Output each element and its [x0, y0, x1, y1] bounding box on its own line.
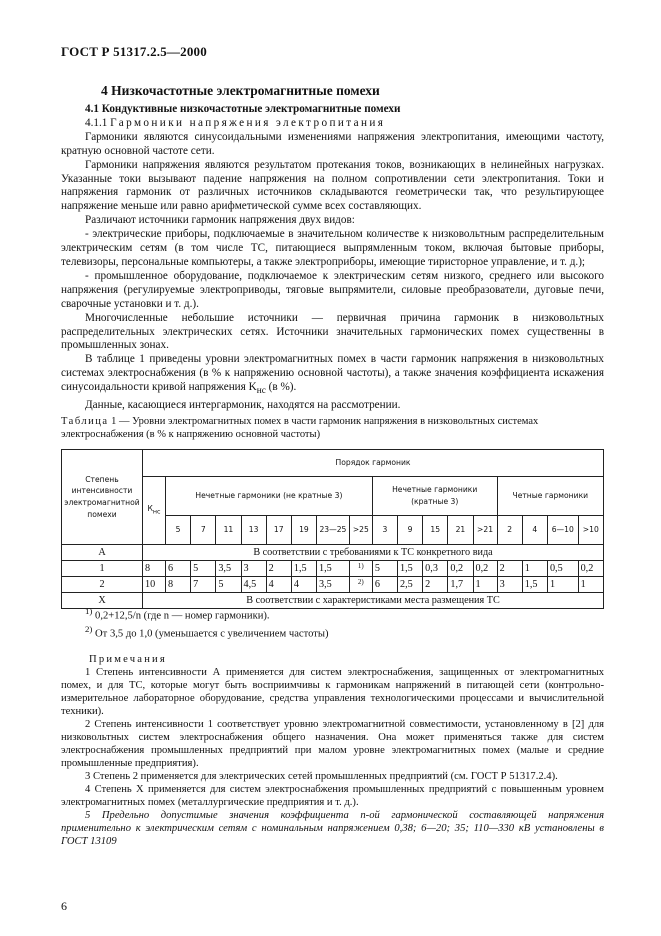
header-order: 19	[291, 516, 316, 545]
table-cell: 1,5	[522, 577, 547, 593]
clause-title: Гармоники напряжения электропитания	[110, 116, 386, 129]
note-item: 5 Предельно допустимые значения коэффициента n-ой гармонической составляющей напряжения применительно к электрическим сетям с номинальным напряжением 0,38; 6—20; 35; 110—330 кВ установлены в ГОСТ 13109	[61, 810, 604, 848]
table-row-degree-1	[62, 561, 604, 577]
header-odd-triplen: Нечетные гармоники (кратные 3)	[372, 477, 497, 516]
notes-heading: Примечания	[89, 654, 167, 666]
note-item: 2 Степень интенсивности 1 соответствует уровню электромагнитной совместимости, установленному в [2] для низковольтных систем электроснабжения общего назначения. Она может применяться также для систем электроснабжения промышленных предприятий при малом уровне электромагнитных помех (малые и средние промышленные предприятия).	[61, 719, 604, 770]
harmonics-table	[61, 449, 604, 609]
table-cell: 7	[191, 577, 216, 593]
note-item: 1 Степень интенсивности А применяется для систем электроснабжения, защищенных от электромагнитных помех, и для ТС, которые могут быть восприимчивы к гармоникам напряжений в питающей сети (контрольно-измерительное лабораторное оборудование, средства управления технологическими процессами и вычислительной техники).	[61, 667, 604, 718]
header-harmonic-order: Порядок гармоник	[143, 450, 604, 477]
table-cell: 3	[497, 577, 522, 593]
table-cell: 0,2	[448, 561, 473, 577]
footnote-mark: 1)	[85, 606, 93, 616]
paragraph: - промышленное оборудование, подключаемое к электрическим сетям низкого, среднего или высокого напряжения (регулируемые электроприводы, тяговые выпрямители, силовые преобразователи, дуговые печи, сварочные установки и т. д.).	[61, 269, 604, 310]
table-cell: 8	[165, 577, 190, 593]
table-cell: 1	[547, 577, 578, 593]
table-cell: 10	[143, 577, 166, 593]
notes-block	[61, 605, 604, 848]
table-caption	[61, 416, 604, 441]
header-odd-non-triplen: Нечетные гармоники (не кратные 3)	[165, 477, 372, 516]
table-caption-label: Таблица	[61, 416, 109, 427]
table-cell: 6	[165, 561, 190, 577]
paragraph: - электрические приборы, подключаемые в значительном количестве к низковольтным распределительным электрическим сетям (в том числе ТС, питающиеся выпрямленным током, включая бытовые приборы, телевизоры, персональные компьютеры, а также электроприборы, имеющие тиристорное управление, и т. д.);	[61, 228, 604, 268]
table-cell: 1	[578, 577, 603, 593]
page-number: 6	[61, 899, 67, 913]
paragraph: Данные, касающиеся интергармоник, находятся на рассмотрении.	[85, 399, 401, 412]
footnote-mark: 2)	[85, 623, 93, 634]
table-cell: 2	[266, 561, 291, 577]
table-cell: 1,5	[317, 561, 350, 577]
paragraph-table-reference	[61, 353, 604, 399]
paragraph: Многочисленные небольшие источники — первичная причина гармоник в низковольтных распределительных электрических сетях. Источники значительных гармонических помех существенны в промышленных зонах.	[61, 311, 604, 352]
subsection-title: 4.1 Кондуктивные низкочастотные электромагнитные помехи	[85, 103, 401, 115]
table-cell: 0,2	[473, 561, 497, 577]
k-ns-subscript: нс	[256, 386, 266, 397]
note-item: 3 Степень 2 применяется для электрических сетей промышленных предприятий (см. ГОСТ Р 51317.2.4).	[85, 771, 558, 783]
footnote-text: От 3,5 до 1,0 (уменьшается с увеличением частоты)	[95, 628, 329, 640]
table-cell: 1,5	[398, 561, 423, 577]
footnote-ref: 2)	[349, 577, 372, 593]
table-cell: 1,7	[448, 577, 473, 593]
footnote	[61, 623, 604, 641]
header-order: 15	[423, 516, 448, 545]
paragraph: Гармоники являются синусоидальными изменениями напряжения электропитания, имеющими частоту, кратную основной частоте сети.	[61, 130, 604, 157]
clause-number: 4.1.1	[85, 116, 108, 129]
footnote-text: 0,2+12,5/n (где n — номер гармоники).	[95, 610, 270, 622]
table-cell: 2	[497, 561, 522, 577]
header-order: >10	[578, 516, 603, 545]
header-k-ns-main: К	[147, 503, 153, 513]
header-order: 11	[216, 516, 241, 545]
table-cell: 2	[423, 577, 448, 593]
table-cell: 1,5	[291, 561, 316, 577]
header-order: 21	[448, 516, 473, 545]
table-cell: 0,3	[423, 561, 448, 577]
header-order: 2	[497, 516, 522, 545]
page-header-standard: ГОСТ Р 51317.2.5—2000	[61, 44, 207, 59]
table-cell: 5	[216, 577, 241, 593]
table-cell: 0,2	[578, 561, 603, 577]
note-item: 4 Степень X применяется для систем электроснабжения промышленных предприятий с повышенным уровнем электромагнитных помех (металлургические предприятия и т. д.).	[61, 784, 604, 809]
table-cell: 3,5	[317, 577, 350, 593]
footnote-ref: 1)	[349, 561, 372, 577]
table-cell: 6	[372, 577, 397, 593]
header-order: 13	[241, 516, 266, 545]
clause-heading	[61, 117, 604, 131]
header-order: >25	[349, 516, 372, 545]
table-cell: 0,5	[547, 561, 578, 577]
table-row-degree-a	[62, 545, 604, 561]
header-degree: Степень интенсивности электромагнитной помехи	[62, 450, 143, 545]
row-x-text: В соответствии с характеристиками места размещения ТС	[143, 593, 604, 609]
table-cell: 4	[266, 577, 291, 593]
table-cell: 4,5	[241, 577, 266, 593]
header-order: 4	[522, 516, 547, 545]
header-order: 23—25	[317, 516, 350, 545]
header-order: 7	[191, 516, 216, 545]
row-degree: 1	[62, 561, 143, 577]
header-even: Четные гармоники	[497, 477, 603, 516]
footnote	[61, 605, 604, 623]
table-cell: 3	[241, 561, 266, 577]
paragraph-text: В таблице 1 приведены уровни электромагнитных помех в части гармоник напряжения в низковольтных системах электроснабжения (в % к напряжению основной частоты), а также значения коэффициента искажения синусоидальности кривой напряжения K	[61, 353, 604, 394]
row-degree: X	[62, 593, 143, 609]
table-cell: 1	[473, 577, 497, 593]
body-text	[61, 103, 604, 413]
table-caption-text: 1 — Уровни электромагнитных помех в части гармоник напряжения в низковольтных системах электроснабжения (в % к напряжению основной частоты)	[61, 416, 539, 440]
header-order: >21	[473, 516, 497, 545]
table-cell: 5	[372, 561, 397, 577]
table-cell: 4	[291, 577, 316, 593]
table-cell: 3,5	[216, 561, 241, 577]
header-order: 5	[165, 516, 190, 545]
header-k-ns-sub: нс	[152, 508, 161, 516]
section-title: 4 Низкочастотные электромагнитные помехи	[101, 83, 380, 98]
header-order: 9	[398, 516, 423, 545]
paragraph: Различают источники гармоник напряжения двух видов:	[85, 214, 355, 227]
row-a-text: В соответствии с требованиями к ТС конкретного вида	[143, 545, 604, 561]
table-cell: 1	[522, 561, 547, 577]
header-order: 3	[372, 516, 397, 545]
row-degree: 2	[62, 577, 143, 593]
table-cell: 5	[191, 561, 216, 577]
header-order: 17	[266, 516, 291, 545]
header-k-ns	[143, 477, 166, 545]
paragraph-text-tail: (в %).	[268, 381, 297, 394]
row-degree: А	[62, 545, 143, 561]
header-order: 6—10	[547, 516, 578, 545]
table-cell: 8	[143, 561, 166, 577]
paragraph: Гармоники напряжения являются результатом протекания токов, возникающих в нелинейных нагрузках. Указанные токи вызывают падение напряжения на полном сопротивлении сети электропитания. Токи и напряжения гармоник от различных источников складываются геометрически так, что результирующее напряжение меньше или равно арифметической сумме всех составляющих.	[61, 158, 604, 213]
table-cell: 2,5	[398, 577, 423, 593]
table-row-degree-2	[62, 577, 604, 593]
